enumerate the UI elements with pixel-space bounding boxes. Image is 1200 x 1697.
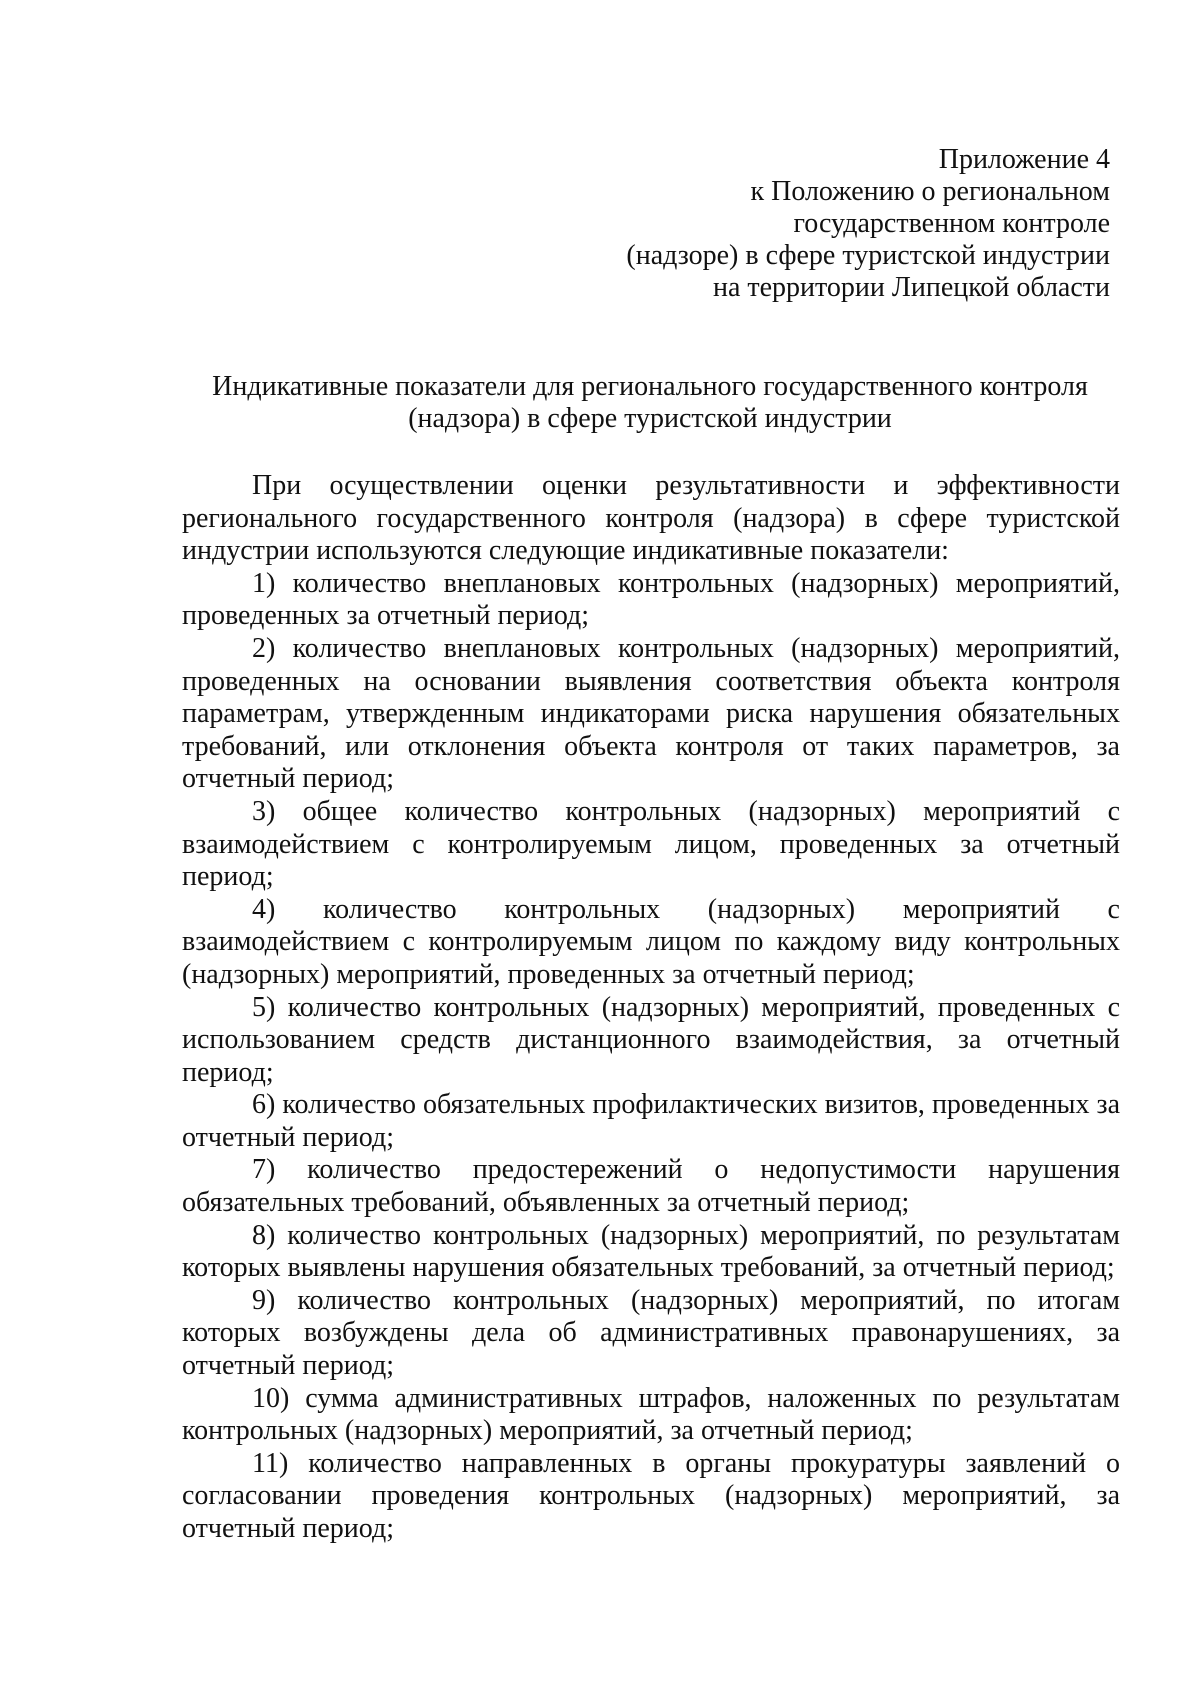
- document-title: [180, 371, 1120, 435]
- list-item: 10) сумма административных штрафов, наложенных по результатам контрольных (надзорных) мероприятий, за отчетный период;: [182, 1382, 1120, 1447]
- title-line: Индикативные показатели для регионального государственного контроля: [212, 371, 1088, 402]
- list-item: 6) количество обязательных профилактических визитов, проведенных за отчетный период;: [182, 1089, 1120, 1153]
- appendix-line: к Положению о региональном: [750, 176, 1110, 207]
- document-body: [182, 470, 1120, 1546]
- appendix-line: (надзоре) в сфере туристской индустрии: [626, 240, 1110, 271]
- appendix-line: государственном контроле: [793, 208, 1110, 239]
- appendix-header: [626, 144, 1110, 304]
- list-item: 11) количество направленных в органы прокуратуры заявлений о согласовании проведения контрольных (надзорных) мероприятий, за отчетный период;: [182, 1447, 1120, 1544]
- list-item: 4) количество контрольных (надзорных) мероприятий с взаимодействием с контролируемым лицом по каждому виду контрольных (надзорных) мероприятий, проведенных за отчетный период;: [182, 893, 1120, 990]
- intro-paragraph: При осуществлении оценки результативности и эффективности регионального государственного контроля (надзора) в сфере туристской индустрии используются следующие индикативные показатели:: [182, 470, 1120, 567]
- list-item: 8) количество контрольных (надзорных) мероприятий, по результатам которых выявлены нарушения обязательных требований, за отчетный период;: [182, 1219, 1120, 1284]
- list-item: 5) количество контрольных (надзорных) мероприятий, проведенных с использованием средств дистанционного взаимодействия, за отчетный период;: [182, 991, 1120, 1088]
- appendix-line: Приложение 4: [938, 144, 1110, 175]
- list-item: 3) общее количество контрольных (надзорных) мероприятий с взаимодействием с контролируемым лицом, проведенных за отчетный период;: [182, 795, 1120, 893]
- list-item: 2) количество внеплановых контрольных (надзорных) мероприятий, проведенных на основании выявления соответствия объекта контроля параметрам, утвержденным индикаторами риска нарушения обязательных требований, или отклонения объекта контроля от таких параметров, за отчетный период;: [182, 632, 1120, 795]
- list-item: 7) количество предостережений о недопустимости нарушения обязательных требований, объявленных за отчетный период;: [182, 1154, 1120, 1219]
- appendix-line: на территории Липецкой области: [712, 272, 1110, 303]
- list-item: 9) количество контрольных (надзорных) мероприятий, по итогам которых возбуждены дела об административных правонарушениях, за отчетный период;: [182, 1284, 1120, 1382]
- title-line: (надзора) в сфере туристской индустрии: [408, 403, 892, 434]
- list-item: 1) количество внеплановых контрольных (надзорных) мероприятий, проведенных за отчетный период;: [182, 567, 1120, 632]
